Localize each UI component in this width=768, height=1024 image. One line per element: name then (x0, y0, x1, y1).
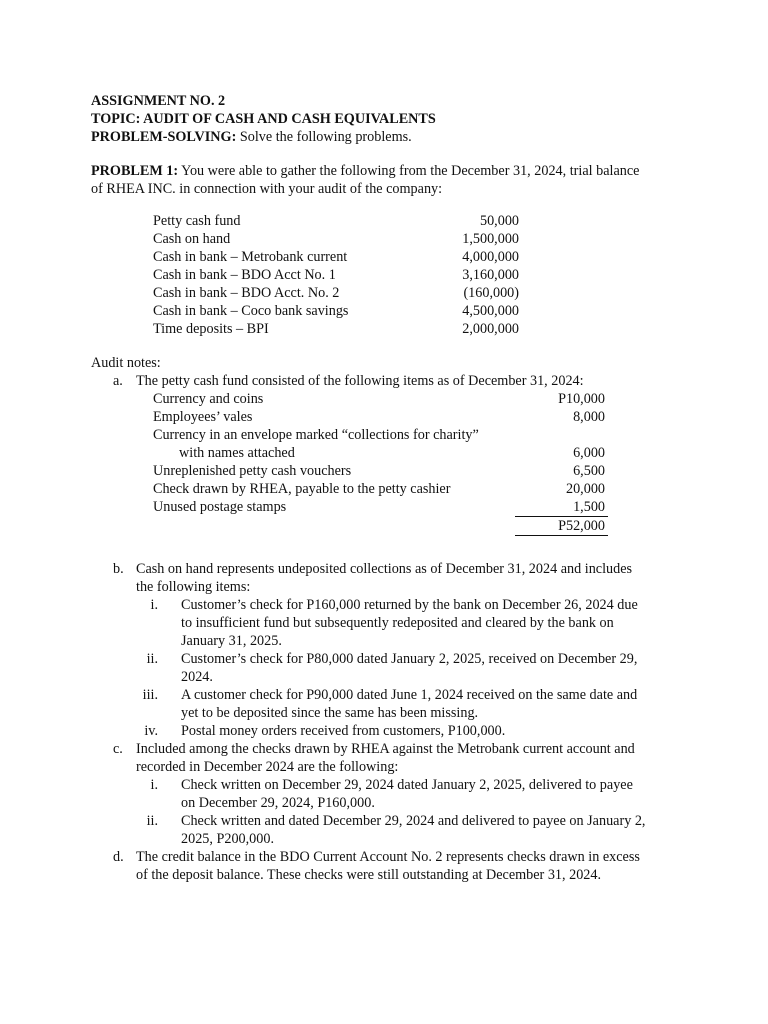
list-item-text: on December 29, 2024, P160,000. (181, 795, 375, 811)
petty-cash-table (153, 390, 605, 536)
table-row (153, 320, 519, 338)
petty-cash-total: P52,000 (515, 516, 608, 536)
tb-amount: 3,160,000 (462, 267, 519, 283)
list-item (136, 686, 691, 722)
table-row (153, 462, 605, 480)
tb-amount: (160,000) (463, 285, 519, 301)
list-item-text: yet to be deposited since the same has been missing. (181, 705, 479, 721)
list-item-text: January 31, 2025. (181, 633, 282, 649)
tb-item: Cash in bank – Metrobank current (153, 249, 348, 265)
tb-amount: 4,000,000 (462, 249, 519, 265)
pc-amount: 6,500 (573, 463, 605, 479)
note-text: the following items: (136, 579, 251, 595)
problem-solving-label: PROBLEM-SOLVING: (91, 129, 237, 145)
tb-amount: 1,500,000 (462, 231, 519, 247)
note-letter: b. (113, 561, 124, 577)
note-text: recorded in December 2024 are the following: (136, 759, 399, 775)
list-item-text: Check written and dated December 29, 2024 and delivered to payee on January 2, (181, 813, 646, 829)
list-item-text: Customer’s check for P80,000 dated January 2, 2025, received on December 29, (181, 651, 638, 667)
note-a (91, 372, 691, 536)
note-text: Included among the checks drawn by RHEA against the Metrobank current account and (136, 741, 635, 757)
table-row (153, 230, 519, 248)
note-letter: a. (113, 373, 123, 389)
pc-amount: 8,000 (573, 409, 605, 425)
tb-item: Petty cash fund (153, 213, 241, 229)
tb-amount: 4,500,000 (462, 303, 519, 319)
problem-solving-text: Solve the following problems. (236, 129, 412, 145)
pc-item: Employees’ vales (153, 409, 253, 425)
pc-item: Currency in an envelope marked “collections for charity” (153, 427, 479, 443)
list-item-text: 2024. (181, 669, 213, 685)
note-letter: c. (113, 741, 123, 757)
list-item-number: i. (150, 777, 158, 793)
pc-item: Currency and coins (153, 391, 264, 407)
list-item (136, 650, 691, 686)
list-item (136, 596, 691, 650)
list-item (136, 776, 691, 812)
pc-item: Unreplenished petty cash vouchers (153, 463, 352, 479)
list-item-number: ii. (146, 651, 158, 667)
problem-1-intro (91, 162, 691, 198)
tb-amount: 50,000 (479, 213, 519, 229)
table-row (153, 266, 519, 284)
note-text: of the deposit balance. These checks were still outstanding at December 31, 2024. (136, 867, 602, 883)
note-text: The petty cash fund consisted of the following items as of December 31, 2024: (136, 373, 584, 389)
note-b (91, 560, 691, 740)
tb-item: Cash in bank – Coco bank savings (153, 303, 349, 319)
document-page (91, 92, 691, 884)
trial-balance-table (153, 212, 519, 338)
note-d (91, 848, 691, 884)
table-row (153, 444, 605, 462)
pc-amount: 6,000 (573, 445, 605, 461)
list-item (136, 722, 691, 740)
note-text: Cash on hand represents undeposited collections as of December 31, 2024 and includes (136, 561, 633, 577)
list-item-number: iv. (144, 723, 158, 739)
list-item-text: 2025, P200,000. (181, 831, 275, 847)
list-item-number: iii. (142, 687, 158, 703)
table-row (153, 284, 519, 302)
note-letter: d. (113, 849, 124, 865)
pc-amount: 20,000 (565, 481, 605, 497)
note-text: The credit balance in the BDO Current Account No. 2 represents checks drawn in excess (136, 849, 640, 865)
list-item-text: Postal money orders received from customers, P100,000. (181, 723, 506, 739)
problem-solving-line (91, 128, 691, 146)
list-item-text: Check written on December 29, 2024 dated January 2, 2025, delivered to payee (181, 777, 633, 793)
problem-1-intro-line: You were able to gather the following from the December 31, 2024, trial balance (178, 163, 640, 179)
table-row (153, 480, 605, 498)
table-row (153, 212, 519, 230)
petty-cash-total-row (153, 516, 605, 536)
list-item-text: A customer check for P90,000 dated June 1, 2024 received on the same date and (181, 687, 638, 703)
pc-amount: P10,000 (558, 391, 605, 407)
note-c (91, 740, 691, 848)
pc-item: with names attached (179, 445, 295, 461)
table-row (153, 390, 605, 408)
table-row (153, 408, 605, 426)
pc-item: Check drawn by RHEA, payable to the petty cashier (153, 481, 451, 497)
table-row (153, 498, 605, 516)
pc-amount: 1,500 (573, 499, 605, 515)
list-item-number: ii. (146, 813, 158, 829)
list-item (136, 812, 691, 848)
tb-item: Cash in bank – BDO Acct. No. 2 (153, 285, 340, 301)
topic-heading: TOPIC: AUDIT OF CASH AND CASH EQUIVALENTS (91, 111, 436, 127)
audit-notes-title: Audit notes: (91, 355, 161, 371)
table-row (153, 426, 605, 444)
assignment-title: ASSIGNMENT NO. 2 (91, 93, 226, 109)
problem-1-intro-line: of RHEA INC. in connection with your audit of the company: (91, 181, 443, 197)
list-item-text: Customer’s check for P160,000 returned by the bank on December 26, 2024 due (181, 597, 638, 613)
tb-amount: 2,000,000 (462, 321, 519, 337)
list-item-text: to insufficient fund but subsequently redeposited and cleared by the bank on (181, 615, 614, 631)
tb-item: Time deposits – BPI (153, 321, 269, 337)
list-item-number: i. (150, 597, 158, 613)
pc-item: Unused postage stamps (153, 499, 287, 515)
table-row (153, 248, 519, 266)
tb-item: Cash in bank – BDO Acct No. 1 (153, 267, 336, 283)
table-row (153, 302, 519, 320)
tb-item: Cash on hand (153, 231, 231, 247)
problem-1-label: PROBLEM 1: (91, 163, 179, 179)
